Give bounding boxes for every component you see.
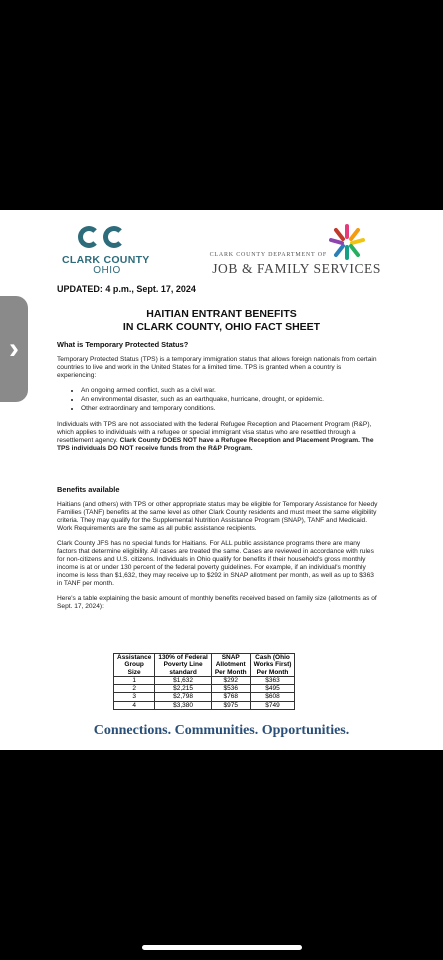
header-poverty-line: 130% of Federal Poverty Line standard xyxy=(155,654,212,677)
table-cell: $495 xyxy=(250,685,295,693)
side-panel-tab[interactable] xyxy=(0,296,28,402)
table-cell: $363 xyxy=(250,676,295,684)
table-cell: 2 xyxy=(114,685,155,693)
header-cash: Cash (Ohio Works First) Per Month xyxy=(250,654,295,677)
table-cell: 4 xyxy=(114,701,155,709)
table-cell: $975 xyxy=(211,701,250,709)
table-cell: 3 xyxy=(114,693,155,701)
table-cell: $292 xyxy=(211,676,250,684)
clark-county-logo xyxy=(62,226,162,276)
benefits-paragraph-2: Clark County JFS has no special funds for Haitians. For ALL public assistance programs there are many factors that determine eligibility. All cases are treated the same. Cases are reviewed in accordance with rules for non-citizens and U.S. citizens. Individuals in Ohio qualify for benefits if their household's gross monthly income is at or under 130 percent of the federal poverty guidelines. For example, if an individual's monthly income is less than $1,632, they may receive up to $292 in SNAP allotment per month, as well as up to $363 in TANF per month. xyxy=(57,540,374,587)
benefits-table xyxy=(113,653,295,710)
table-row xyxy=(114,701,295,709)
tps-section xyxy=(57,341,379,453)
jfs-burst-icon xyxy=(329,224,365,260)
cco-logo-mark xyxy=(78,226,162,248)
footer-slogan: Connections. Communities. Opportunities. xyxy=(93,723,350,738)
document-title-line2: IN CLARK COUNTY, OHIO FACT SHEET xyxy=(122,321,321,333)
logo-state-text: OHIO xyxy=(93,265,121,276)
dept-name-text: JOB & FAMILY SERVICES xyxy=(212,261,381,276)
table-cell: $2,798 xyxy=(155,693,212,701)
tps-heading: What is Temporary Protected Status? xyxy=(57,340,189,349)
list-item: • Other extraordinary and temporary conditions. xyxy=(81,404,379,413)
tps-paragraph: Temporary Protected Status (TPS) is a temporary immigration status that allows foreign nationals from certain countries to live and work in the United States for a limited time. TPS is granted when a country is experiencing: xyxy=(57,356,377,379)
list-item: • An ongoing armed conflict, such as a civil war. xyxy=(81,386,379,395)
dept-small-text: CLARK COUNTY DEPARTMENT OF xyxy=(209,252,327,258)
benefits-heading: Benefits available xyxy=(57,485,120,494)
header-snap: SNAP Allotment Per Month xyxy=(211,654,250,677)
table-cell: $749 xyxy=(250,701,295,709)
chevron-right-icon: › xyxy=(9,332,19,365)
table-cell: 1 xyxy=(114,676,155,684)
table-row xyxy=(114,693,295,701)
document-page xyxy=(0,210,443,750)
table-cell: $2,215 xyxy=(155,685,212,693)
rp-paragraph-text: Individuals with TPS are not associated with the federal Refugee Reception and Placement Program (R&P), which applies to individuals with a refugee or special immigrant visa status who are resettled through a resettlement agency. xyxy=(57,421,372,444)
benefits-section xyxy=(57,486,379,611)
tps-condition-list xyxy=(57,386,379,413)
document-title-line1: HAITIAN ENTRANT BENEFITS xyxy=(146,308,297,320)
table-cell: $768 xyxy=(211,693,250,701)
header-group-size: Assistance Group Size xyxy=(114,654,155,677)
table-header-row xyxy=(114,654,295,677)
updated-timestamp: UPDATED: 4 p.m., Sept. 17, 2024 xyxy=(57,284,196,294)
table-row xyxy=(114,676,295,684)
logo-county-text: CLARK COUNTY xyxy=(62,254,150,266)
table-row xyxy=(114,685,295,693)
table-cell: $608 xyxy=(250,693,295,701)
rp-paragraph xyxy=(57,421,379,453)
table-cell: $536 xyxy=(211,685,250,693)
home-indicator[interactable] xyxy=(142,945,302,950)
rp-paragraph-bold: Clark County DOES NOT have a Refugee Reception and Placement Program. The TPS individuals DO NOT receive funds from the R&P Program. xyxy=(57,437,374,452)
benefits-paragraph-3: Here's a table explaining the basic amount of monthly benefits received based on family size (allotments as of Sept. 17, 2024): xyxy=(57,595,377,610)
table-cell: $3,380 xyxy=(155,701,212,709)
table-cell: $1,632 xyxy=(155,676,212,684)
list-item: • An environmental disaster, such as an earthquake, hurricane, drought, or epidemic. xyxy=(81,395,379,404)
benefits-paragraph-1: Haitians (and others) with TPS or other appropriate status may be eligible for Temporary Assistance for Needy Families (TANF) benefits at the same level as other Clark County residents and must meet the same eligibility criteria. They may qualify for the Supplemental Nutrition Assistance Program (SNAP), TANF and Medicaid. Work Requirements are the same as all public assistance recipients. xyxy=(57,501,378,532)
